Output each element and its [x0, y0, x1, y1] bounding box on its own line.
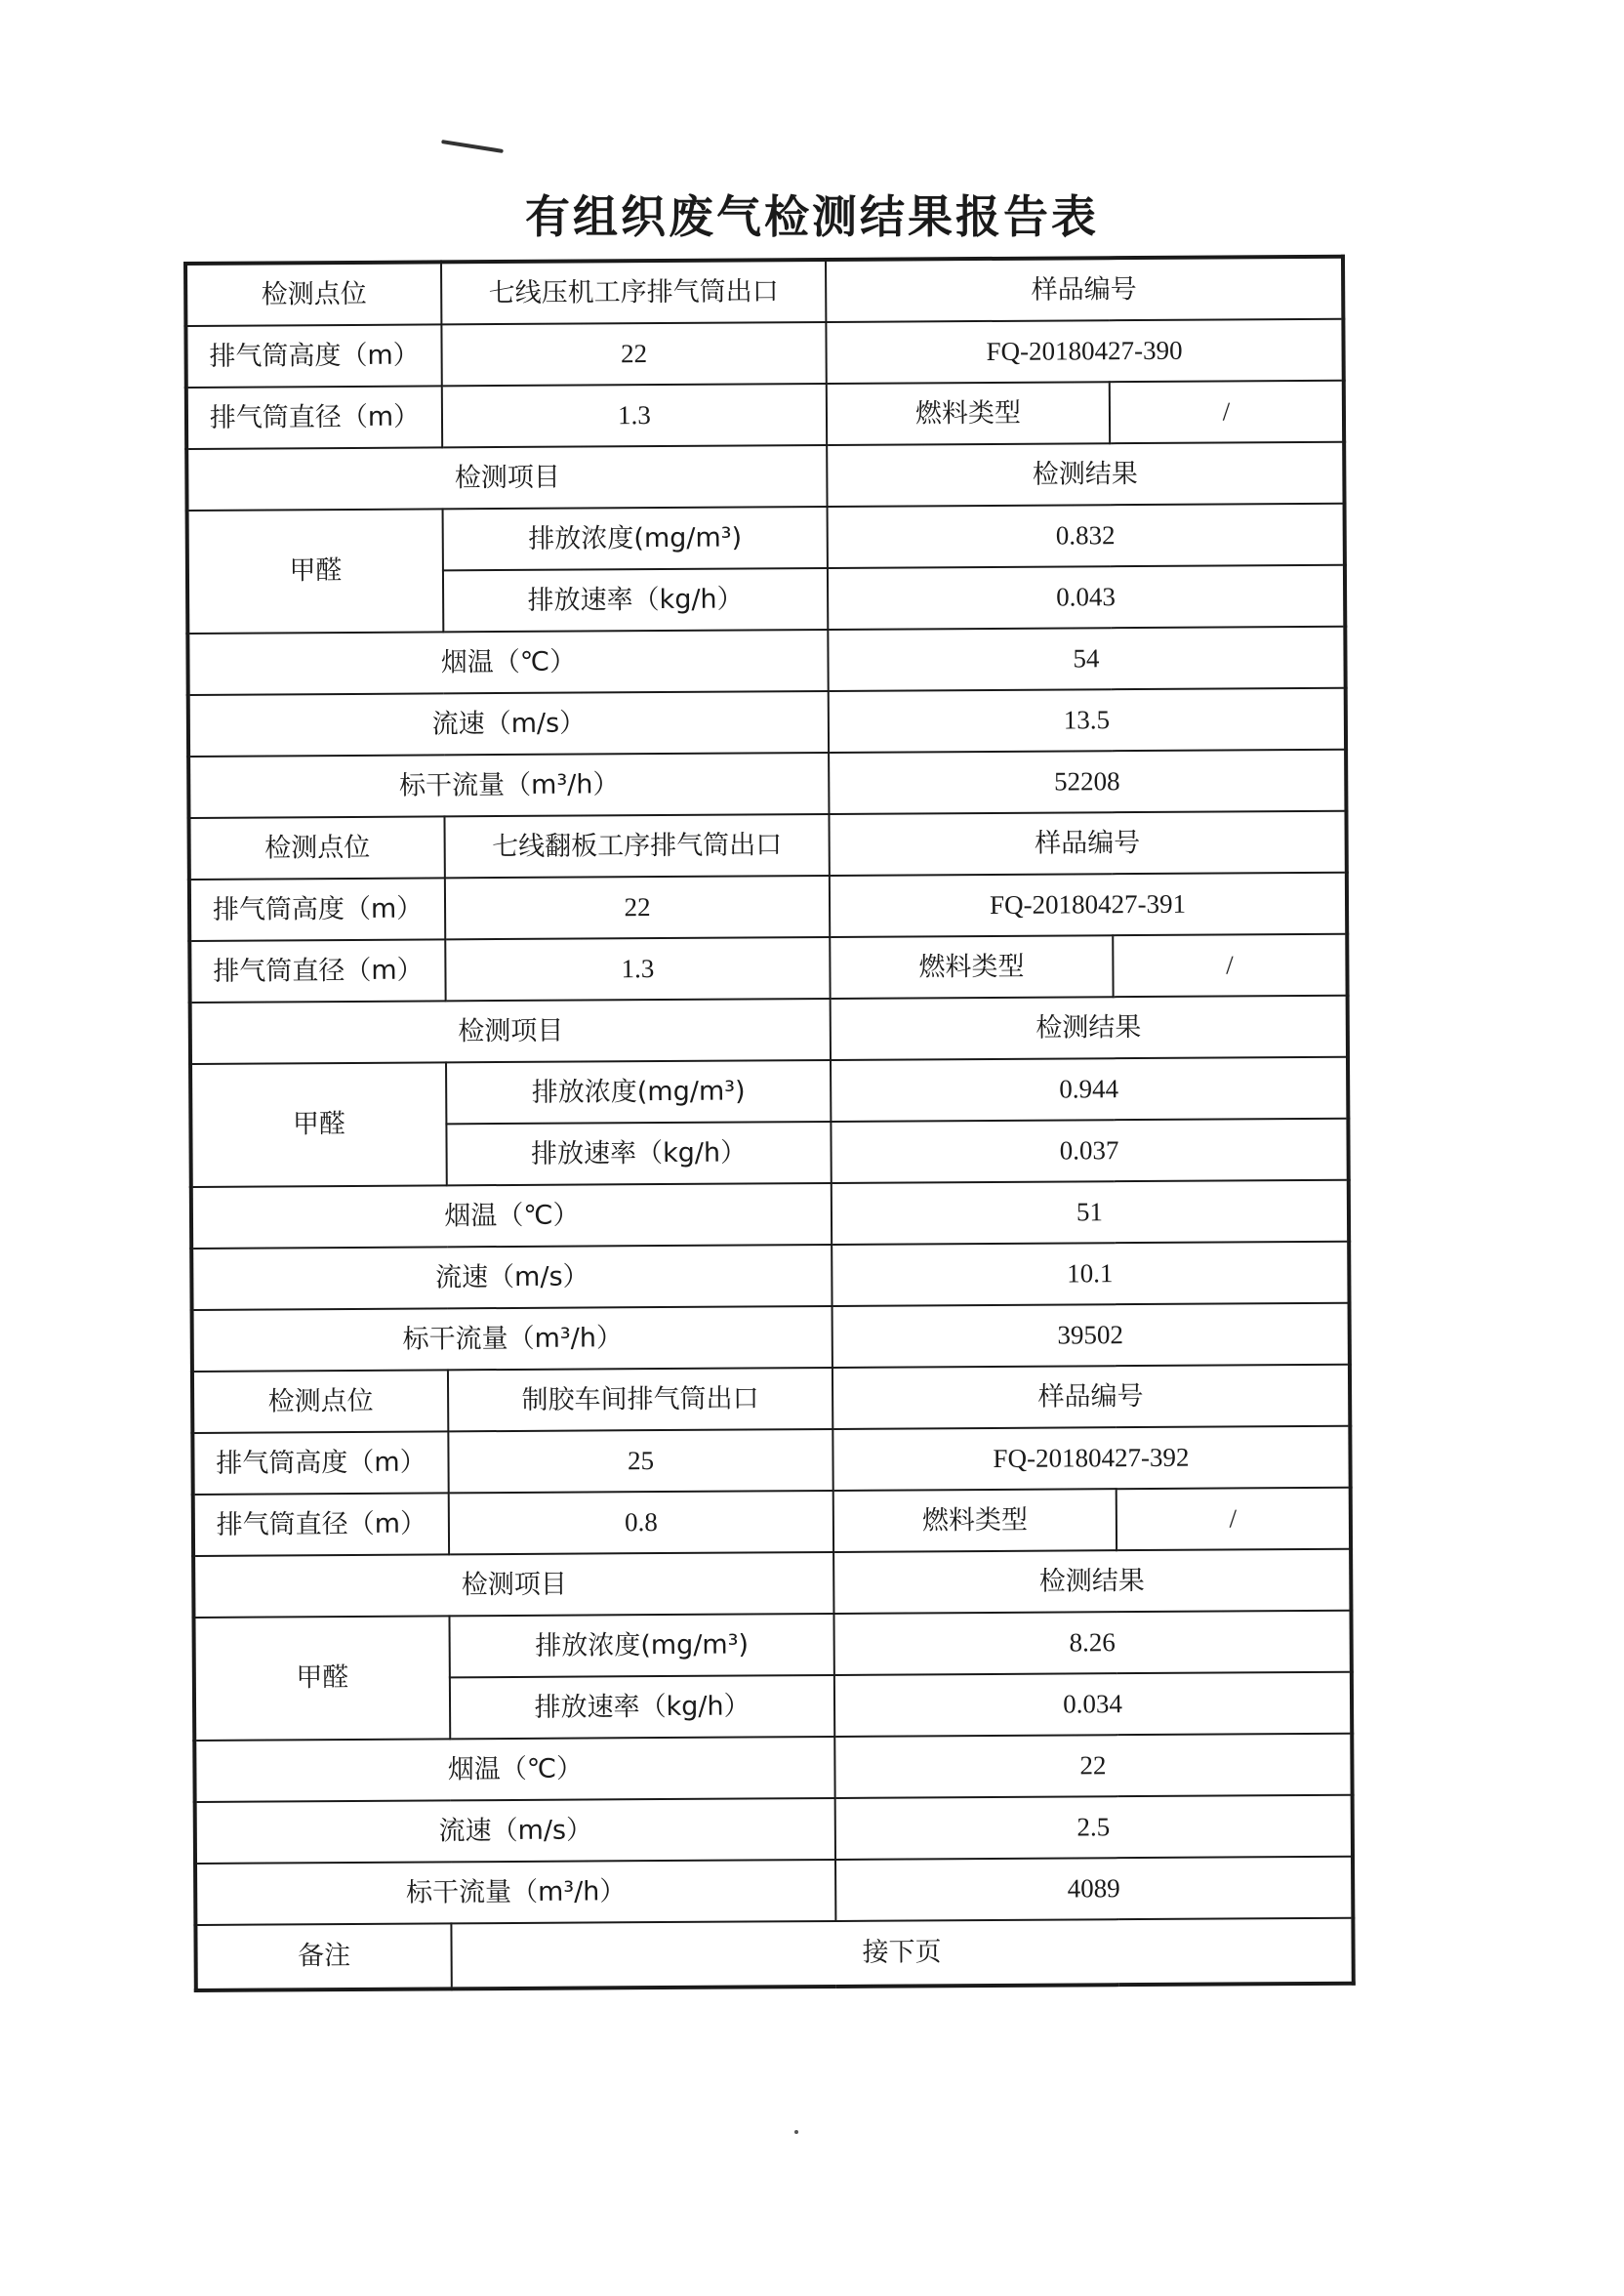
point-label: 检测点位	[185, 262, 441, 326]
fuel-type-value: /	[1110, 381, 1344, 443]
flow-label: 标干流量（m³/h）	[192, 1306, 832, 1372]
temperature-row	[191, 1180, 1349, 1249]
page-title: 有组织废气检测结果报告表	[525, 190, 1099, 243]
sample-no-value: FQ-20180427-391	[830, 873, 1347, 937]
sample-no-label: 样品编号	[829, 811, 1346, 876]
pollutant-label: 甲醛	[193, 1616, 450, 1741]
header-row	[193, 1549, 1351, 1618]
velocity-value: 13.5	[829, 688, 1346, 753]
sample-no-label: 样品编号	[826, 257, 1343, 322]
point-row	[185, 257, 1343, 326]
velocity-label: 流速（m/s）	[191, 1245, 832, 1310]
concentration-row	[193, 1611, 1351, 1679]
header-row	[186, 442, 1344, 511]
stack-height-value: 22	[445, 876, 830, 939]
stack-diameter-row	[186, 381, 1344, 449]
velocity-row	[188, 688, 1346, 757]
stack-diameter-row	[189, 934, 1347, 1003]
fuel-type-label: 燃料类型	[827, 382, 1110, 445]
stack-diameter-value: 1.3	[445, 937, 830, 1001]
temperature-value: 22	[834, 1734, 1352, 1798]
stack-height-value: 25	[448, 1429, 832, 1493]
velocity-value: 2.5	[835, 1795, 1353, 1860]
stack-diameter-row	[193, 1488, 1351, 1556]
velocity-label: 流速（m/s）	[188, 691, 829, 757]
concentration-value: 0.832	[828, 504, 1345, 568]
item-header: 检测项目	[186, 445, 827, 511]
result-header: 检测结果	[833, 1549, 1351, 1614]
pollutant-label: 甲醛	[187, 509, 444, 634]
rate-value: 0.034	[834, 1672, 1352, 1737]
temperature-value: 51	[832, 1180, 1349, 1245]
report-table	[183, 255, 1356, 1992]
header-row	[190, 996, 1348, 1064]
sample-no-label: 样品编号	[832, 1365, 1350, 1429]
velocity-label: 流速（m/s）	[195, 1798, 835, 1864]
concentration-value: 0.944	[831, 1057, 1348, 1122]
point-row	[192, 1365, 1350, 1433]
point-label: 检测点位	[192, 1370, 448, 1433]
stack-diameter-value: 1.3	[442, 384, 827, 447]
remark-row	[195, 1918, 1353, 1990]
temperature-label: 烟温（℃）	[191, 1183, 832, 1249]
concentration-row	[187, 504, 1345, 572]
fuel-type-label: 燃料类型	[833, 1489, 1116, 1552]
point-value: 七线压机工序排气筒出口	[441, 260, 826, 324]
velocity-value: 10.1	[832, 1242, 1349, 1306]
concentration-row	[190, 1057, 1348, 1126]
report-body	[185, 257, 1354, 1990]
temperature-label: 烟温（℃）	[187, 630, 828, 695]
concentration-label: 排放浓度(mg/m³)	[443, 507, 828, 570]
result-header: 检测结果	[831, 996, 1348, 1060]
velocity-row	[195, 1795, 1353, 1864]
temperature-row	[194, 1734, 1352, 1802]
temperature-value: 54	[828, 627, 1345, 691]
concentration-value: 8.26	[833, 1611, 1351, 1675]
fuel-type-label: 燃料类型	[830, 935, 1113, 999]
point-row	[188, 811, 1346, 880]
stack-height-row	[189, 873, 1347, 941]
remark-value: 接下页	[451, 1918, 1353, 1989]
stack-diameter-label: 排气筒直径（m）	[193, 1493, 449, 1556]
item-header: 检测项目	[193, 1552, 833, 1618]
flow-row	[195, 1857, 1353, 1925]
stack-height-label: 排气筒高度（m）	[192, 1431, 448, 1495]
rate-label: 排放速率（kg/h）	[443, 568, 828, 632]
point-value: 制胶车间排气筒出口	[448, 1368, 832, 1431]
stack-height-value: 22	[441, 322, 826, 386]
stack-height-row	[192, 1426, 1350, 1495]
result-header: 检测结果	[827, 442, 1344, 507]
concentration-label: 排放浓度(mg/m³)	[449, 1614, 833, 1677]
stack-height-row	[185, 319, 1343, 388]
concentration-label: 排放浓度(mg/m³)	[446, 1060, 831, 1124]
point-value: 七线翻板工序排气筒出口	[444, 814, 829, 878]
pollutant-label: 甲醛	[190, 1062, 447, 1187]
scan-dot	[794, 2130, 798, 2134]
rate-label: 排放速率（kg/h）	[446, 1122, 831, 1185]
stack-height-label: 排气筒高度（m）	[185, 324, 441, 388]
flow-row	[188, 750, 1346, 818]
flow-label: 标干流量（m³/h）	[195, 1860, 835, 1925]
scan-mark	[441, 140, 504, 153]
rate-value: 0.043	[828, 565, 1345, 630]
fuel-type-value: /	[1113, 934, 1347, 997]
fuel-type-value: /	[1116, 1488, 1351, 1550]
rate-label: 排放速率（kg/h）	[450, 1675, 834, 1739]
temperature-row	[187, 627, 1345, 695]
stack-diameter-label: 排气筒直径（m）	[189, 939, 445, 1003]
rate-value: 0.037	[831, 1119, 1348, 1183]
stack-diameter-value: 0.8	[449, 1491, 833, 1554]
stack-diameter-label: 排气筒直径（m）	[186, 386, 442, 449]
velocity-row	[191, 1242, 1349, 1310]
flow-label: 标干流量（m³/h）	[188, 753, 829, 818]
stack-height-label: 排气筒高度（m）	[189, 878, 445, 941]
flow-row	[192, 1303, 1350, 1372]
flow-value: 52208	[829, 750, 1346, 814]
flow-value: 4089	[835, 1857, 1353, 1921]
report-sheet	[183, 255, 1352, 1992]
point-label: 检测点位	[188, 816, 444, 880]
flow-value: 39502	[832, 1303, 1350, 1368]
sample-no-value: FQ-20180427-390	[826, 319, 1343, 384]
sample-no-value: FQ-20180427-392	[832, 1426, 1350, 1491]
item-header: 检测项目	[190, 999, 831, 1064]
temperature-label: 烟温（℃）	[194, 1737, 834, 1802]
remark-label: 备注	[195, 1923, 451, 1990]
